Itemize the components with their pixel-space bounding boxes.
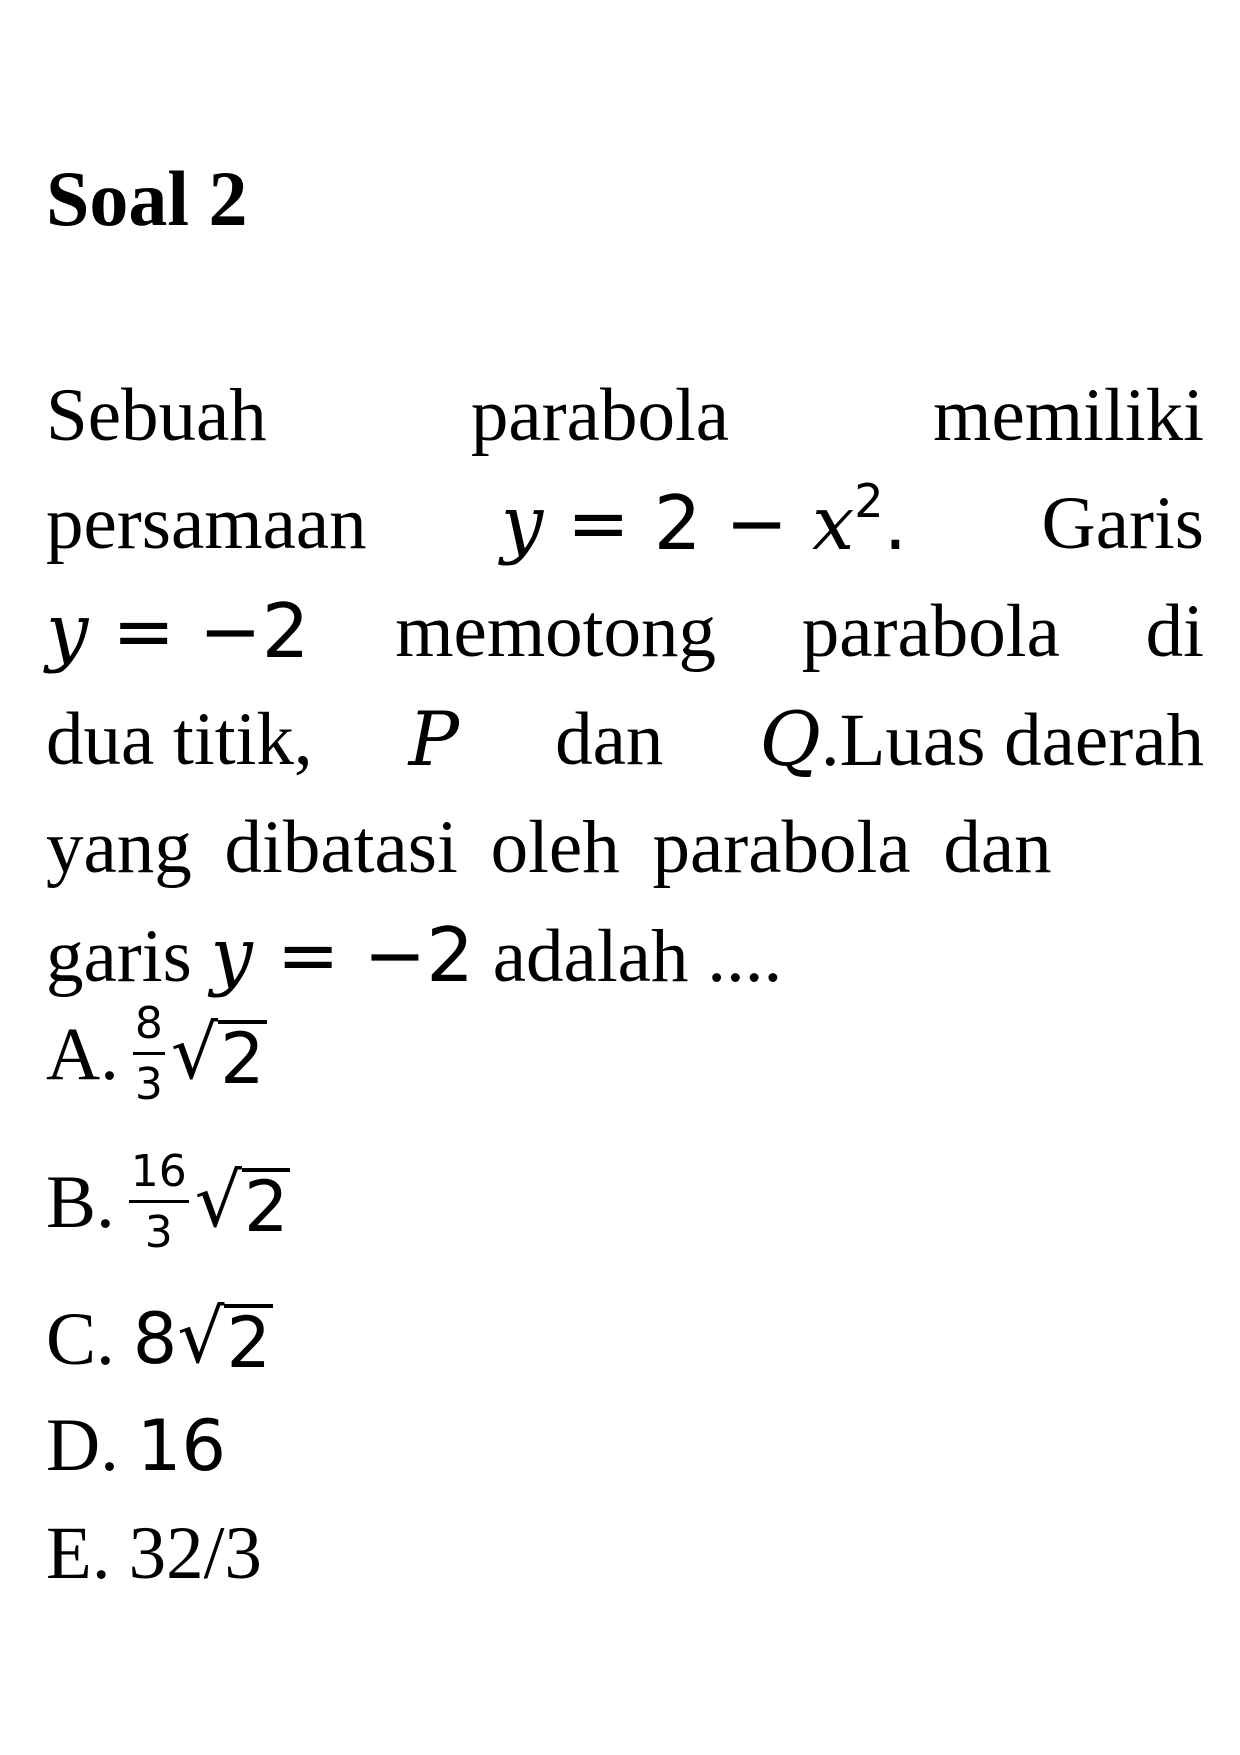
option-b[interactable] <box>46 1146 290 1258</box>
square-root <box>170 1009 267 1100</box>
word: dua titik, <box>46 698 313 781</box>
word: parabola <box>801 590 1060 673</box>
point-p: P <box>408 695 460 783</box>
radicand: 2 <box>220 1017 265 1100</box>
var-y: y <box>46 587 89 675</box>
eq-end: . <box>883 479 908 567</box>
word: .Luas daerah <box>820 699 1204 782</box>
equation-parabola <box>500 474 908 567</box>
option-label: D. <box>46 1404 119 1487</box>
question-line-6 <box>46 911 1204 999</box>
radical-sign-icon: √ <box>170 1009 219 1096</box>
var-y: y <box>210 911 253 999</box>
fraction <box>129 1146 189 1258</box>
fraction <box>133 998 165 1110</box>
word: Sebuah <box>46 374 267 457</box>
word: memiliki <box>933 374 1204 457</box>
eq-part: = −2 <box>252 911 475 999</box>
exponent: 2 <box>854 474 884 528</box>
radicand: 2 <box>243 1165 289 1248</box>
option-d[interactable] <box>46 1404 226 1487</box>
eq-part: = −2 <box>88 587 310 675</box>
point-q-phrase <box>759 695 1204 783</box>
option-value: 16 <box>136 1404 226 1487</box>
option-c[interactable] <box>46 1294 273 1384</box>
radical-sign-icon: √ <box>194 1157 242 1244</box>
word: persamaan <box>46 482 367 565</box>
radicand: 2 <box>226 1302 272 1384</box>
question-line-5: yang dibatasi oleh parabola dan <box>46 806 1052 889</box>
numerator: 16 <box>129 1150 189 1203</box>
option-e[interactable] <box>46 1512 262 1595</box>
question-line-3 <box>46 587 1204 675</box>
var-x: x <box>811 479 855 567</box>
denominator: 3 <box>134 1059 163 1110</box>
word: di <box>1145 590 1204 673</box>
denominator: 3 <box>144 1207 173 1258</box>
word: garis <box>46 915 211 998</box>
option-label: C. <box>46 1297 115 1381</box>
option-label: B. <box>46 1161 115 1244</box>
numerator: 8 <box>133 1002 165 1055</box>
question-line-2 <box>46 474 1204 567</box>
square-root <box>177 1294 273 1384</box>
point-q: Q <box>759 695 821 783</box>
word: dan <box>555 698 664 781</box>
word: memotong <box>395 590 716 673</box>
radical-sign-icon: √ <box>177 1294 225 1380</box>
word: adalah .... <box>474 915 783 998</box>
option-a[interactable] <box>46 998 267 1110</box>
eq-part: = 2 − <box>543 479 812 567</box>
question-line-1 <box>46 374 1204 457</box>
square-root <box>194 1157 291 1248</box>
option-label: E. <box>46 1512 111 1595</box>
word: parabola <box>470 374 730 457</box>
question-title: Soal 2 <box>46 155 248 242</box>
var-y: y <box>500 479 544 567</box>
option-label: A. <box>46 1013 119 1096</box>
equation-line <box>46 587 310 675</box>
question-line-4 <box>46 695 1204 783</box>
option-value: 32/3 <box>128 1512 262 1595</box>
word: Garis <box>1041 482 1204 565</box>
coefficient: 8 <box>132 1298 178 1380</box>
